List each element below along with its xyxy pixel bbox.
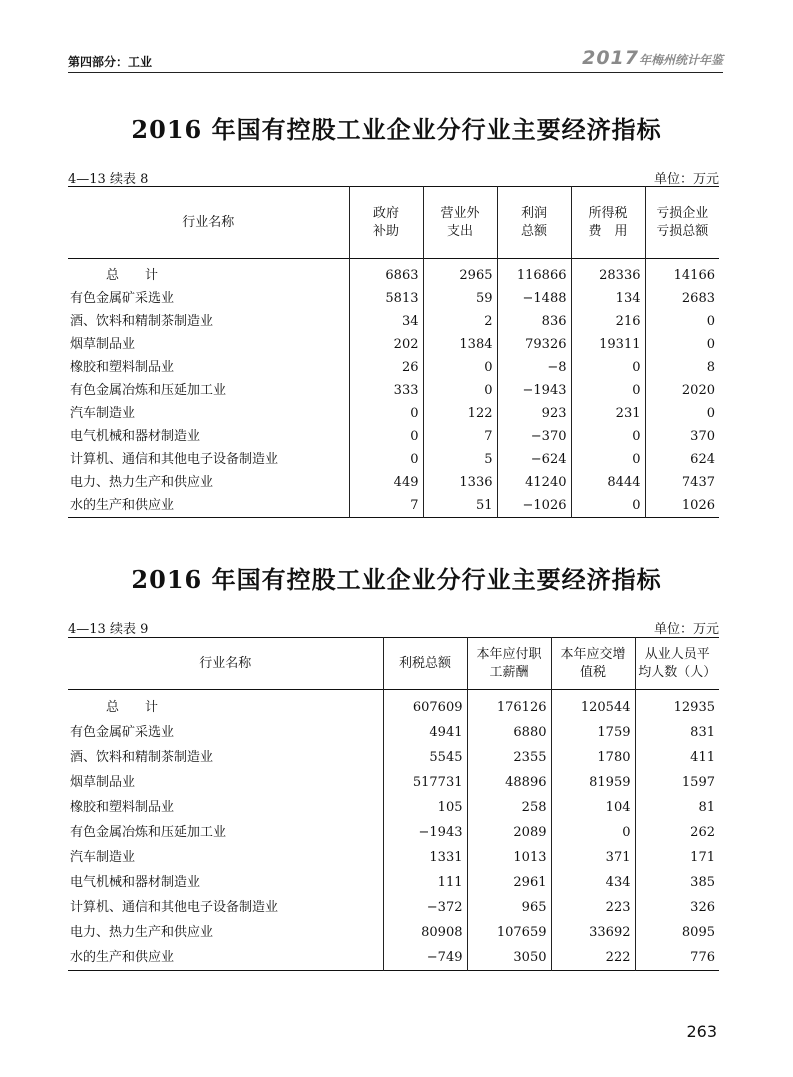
column-header xyxy=(571,187,645,259)
column-header xyxy=(551,638,635,690)
column-header xyxy=(349,187,423,259)
column-header-line: 营业外 xyxy=(440,205,480,221)
industry-name: 烟草制品业 xyxy=(70,775,136,790)
total-row xyxy=(68,690,719,721)
section-label: 第四部分：工业 xyxy=(68,55,153,69)
table2 xyxy=(68,637,719,971)
table1-title: 2016 年国有控股工业企业分行业主要经济指标 xyxy=(131,115,662,144)
industry-name: 水的生产和供应业 xyxy=(70,497,175,513)
industry-name: 有色金属矿采选业 xyxy=(70,725,175,740)
table-cell: −1026 xyxy=(497,495,571,518)
yearbook-year: 2017 xyxy=(582,47,639,69)
table-cell: 80908 xyxy=(383,921,467,946)
column-header-line: 行业名称 xyxy=(199,655,252,671)
table-row xyxy=(68,946,719,971)
table-cell: 6880 xyxy=(467,721,551,746)
table-cell: −370 xyxy=(497,426,571,449)
table-cell: 8095 xyxy=(635,921,719,946)
column-header-line: 所得税 xyxy=(588,205,628,221)
table-cell: 831 xyxy=(635,721,719,746)
industry-name: 电力、热力生产和供应业 xyxy=(70,925,214,940)
table-cell: 0 xyxy=(423,380,497,403)
column-header-line: 亏损企业 xyxy=(656,205,709,221)
table-cell: 134 xyxy=(571,288,645,311)
industry-name: 计算机、通信和其他电子设备制造业 xyxy=(70,900,279,915)
table-cell: 5 xyxy=(423,449,497,472)
table-cell: 0 xyxy=(349,403,423,426)
table-row xyxy=(68,746,719,771)
column-header-line: 工薪酬 xyxy=(489,664,529,680)
table-row xyxy=(68,896,719,921)
table-cell: −372 xyxy=(383,896,467,921)
table-cell: 41240 xyxy=(497,472,571,495)
industry-name: 有色金属冶炼和压延加工业 xyxy=(70,383,227,398)
table-cell: 0 xyxy=(571,495,645,518)
table-row xyxy=(68,921,719,946)
column-header-line: 利税总额 xyxy=(398,655,451,671)
table-cell: 624 xyxy=(645,449,719,472)
table-cell: 449 xyxy=(349,472,423,495)
column-header-line: 均人数（人） xyxy=(638,664,717,680)
table-cell: 202 xyxy=(349,334,423,357)
table-cell: 434 xyxy=(551,871,635,896)
table1-id: 4—13 续表 8 xyxy=(68,172,149,187)
table-cell: 836 xyxy=(497,311,571,334)
table-cell: 0 xyxy=(645,311,719,334)
industry-name: 橡胶和塑料制品业 xyxy=(70,360,175,375)
table-cell: 104 xyxy=(551,796,635,821)
column-header-line: 行业名称 xyxy=(182,214,235,230)
table-cell: 0 xyxy=(645,403,719,426)
table-cell: 14166 xyxy=(645,259,719,288)
industry-name: 电气机械和器材制造业 xyxy=(70,875,201,890)
table-row xyxy=(68,426,719,449)
column-header-line: 政府 xyxy=(372,205,399,221)
table-cell: 1384 xyxy=(423,334,497,357)
table-cell: 370 xyxy=(645,426,719,449)
table-cell: 81959 xyxy=(551,771,635,796)
industry-name: 计算机、通信和其他电子设备制造业 xyxy=(70,452,279,467)
column-header-line: 利润 xyxy=(520,205,547,221)
table-cell: 1597 xyxy=(635,771,719,796)
table-row xyxy=(68,449,719,472)
table-cell: 5813 xyxy=(349,288,423,311)
column-header xyxy=(68,187,349,259)
table-cell: 517731 xyxy=(383,771,467,796)
table-cell: 2355 xyxy=(467,746,551,771)
table-row xyxy=(68,771,719,796)
column-header-line: 本年应交增 xyxy=(560,646,626,662)
table-cell: 0 xyxy=(571,449,645,472)
table-row xyxy=(68,334,719,357)
table-cell: 223 xyxy=(551,896,635,921)
table-row xyxy=(68,357,719,380)
table-cell: 48896 xyxy=(467,771,551,796)
table-cell: 26 xyxy=(349,357,423,380)
table-row xyxy=(68,871,719,896)
table-cell: 0 xyxy=(645,334,719,357)
table-row xyxy=(68,403,719,426)
table-cell: 111 xyxy=(383,871,467,896)
industry-name: 汽车制造业 xyxy=(70,406,136,421)
table-cell: 19311 xyxy=(571,334,645,357)
table-cell: 0 xyxy=(349,426,423,449)
table-cell: −1488 xyxy=(497,288,571,311)
table-row xyxy=(68,380,719,403)
table-cell: 81 xyxy=(635,796,719,821)
table-cell: 1780 xyxy=(551,746,635,771)
table-cell: 7437 xyxy=(645,472,719,495)
table-cell: 7 xyxy=(423,426,497,449)
industry-name: 电气机械和器材制造业 xyxy=(70,429,201,444)
table-cell: −8 xyxy=(497,357,571,380)
table-cell: 1759 xyxy=(551,721,635,746)
table-cell: 2 xyxy=(423,311,497,334)
table-cell: 1331 xyxy=(383,846,467,871)
table-cell: 1336 xyxy=(423,472,497,495)
column-header xyxy=(423,187,497,259)
table-cell: 7 xyxy=(349,495,423,518)
table-cell: 2965 xyxy=(423,259,497,288)
table-row xyxy=(68,821,719,846)
table-cell: 216 xyxy=(571,311,645,334)
table-cell: 258 xyxy=(467,796,551,821)
table-row xyxy=(68,846,719,871)
table-cell: 333 xyxy=(349,380,423,403)
table-row xyxy=(68,288,719,311)
industry-name: 有色金属矿采选业 xyxy=(70,291,175,306)
column-header xyxy=(645,187,719,259)
column-header-line: 支出 xyxy=(446,223,473,239)
table-cell: 0 xyxy=(349,449,423,472)
table-row xyxy=(68,472,719,495)
table-cell: 923 xyxy=(497,403,571,426)
column-header xyxy=(68,638,383,690)
table1 xyxy=(68,186,719,518)
table-row xyxy=(68,311,719,334)
table-cell: 51 xyxy=(423,495,497,518)
table-cell: 2089 xyxy=(467,821,551,846)
table-cell: 2683 xyxy=(645,288,719,311)
table2-unit: 单位：万元 xyxy=(653,622,719,637)
table2-title: 2016 年国有控股工业企业分行业主要经济指标 xyxy=(131,565,662,594)
table-cell: 0 xyxy=(571,380,645,403)
table-cell: 34 xyxy=(349,311,423,334)
table-row xyxy=(68,796,719,821)
table-cell: 222 xyxy=(551,946,635,971)
column-header xyxy=(383,638,467,690)
column-header xyxy=(467,638,551,690)
table-cell: 776 xyxy=(635,946,719,971)
table-cell: 411 xyxy=(635,746,719,771)
table-cell: 4941 xyxy=(383,721,467,746)
running-header xyxy=(68,47,723,71)
table-cell: 28336 xyxy=(571,259,645,288)
table-cell: 371 xyxy=(551,846,635,871)
table-cell: 0 xyxy=(571,357,645,380)
column-header-line: 费 用 xyxy=(588,223,628,239)
table-cell: 33692 xyxy=(551,921,635,946)
table-cell: 607609 xyxy=(383,690,467,721)
table-cell: 0 xyxy=(423,357,497,380)
table-cell: 120544 xyxy=(551,690,635,721)
table-cell: −1943 xyxy=(497,380,571,403)
table-cell: 176126 xyxy=(467,690,551,721)
header-rule xyxy=(68,72,723,73)
table-cell: 262 xyxy=(635,821,719,846)
total-row xyxy=(68,259,719,288)
column-header-line: 值税 xyxy=(579,664,606,680)
table-cell: 8 xyxy=(645,357,719,380)
table-cell: 0 xyxy=(571,426,645,449)
industry-name: 汽车制造业 xyxy=(70,850,136,865)
table-cell: −624 xyxy=(497,449,571,472)
table-cell: 2961 xyxy=(467,871,551,896)
column-header-line: 本年应付职 xyxy=(476,646,542,662)
industry-name: 有色金属冶炼和压延加工业 xyxy=(70,825,227,840)
table-cell: 8444 xyxy=(571,472,645,495)
table-cell: 2020 xyxy=(645,380,719,403)
table-cell: 5545 xyxy=(383,746,467,771)
industry-name: 电力、热力生产和供应业 xyxy=(70,475,214,490)
industry-name: 酒、饮料和精制茶制造业 xyxy=(70,750,214,765)
table-cell: 12935 xyxy=(635,690,719,721)
table-row xyxy=(68,495,719,518)
column-header-line: 补助 xyxy=(372,223,399,239)
table-cell: 171 xyxy=(635,846,719,871)
column-header-line: 从业人员平 xyxy=(644,646,710,662)
table2-id: 4—13 续表 9 xyxy=(68,622,149,637)
industry-name: 橡胶和塑料制品业 xyxy=(70,800,175,815)
yearbook-title xyxy=(582,47,723,69)
table-cell: 1013 xyxy=(467,846,551,871)
page-number: 263 xyxy=(686,1022,717,1041)
industry-name: 烟草制品业 xyxy=(70,337,136,352)
table-cell: −749 xyxy=(383,946,467,971)
table-cell: 6863 xyxy=(349,259,423,288)
table-cell: 965 xyxy=(467,896,551,921)
table-cell: 105 xyxy=(383,796,467,821)
industry-name: 酒、饮料和精制茶制造业 xyxy=(70,314,214,329)
table-cell: 107659 xyxy=(467,921,551,946)
table-cell: 122 xyxy=(423,403,497,426)
yearbook-name: 年梅州统计年鉴 xyxy=(638,53,723,67)
table-cell: 59 xyxy=(423,288,497,311)
column-header xyxy=(497,187,571,259)
table-cell: 3050 xyxy=(467,946,551,971)
table-cell: 116866 xyxy=(497,259,571,288)
table-cell: 326 xyxy=(635,896,719,921)
total-label: 总 计 xyxy=(106,268,159,284)
total-label: 总 计 xyxy=(106,700,159,716)
table-row xyxy=(68,721,719,746)
table-cell: 231 xyxy=(571,403,645,426)
table-cell: 385 xyxy=(635,871,719,896)
column-header xyxy=(635,638,719,690)
column-header-line: 总额 xyxy=(520,223,547,239)
table-cell: 79326 xyxy=(497,334,571,357)
table-cell: −1943 xyxy=(383,821,467,846)
table2-header-row xyxy=(68,638,719,690)
table-cell: 1026 xyxy=(645,495,719,518)
column-header-line: 亏损总额 xyxy=(656,223,709,239)
table-cell: 0 xyxy=(551,821,635,846)
table1-header-row xyxy=(68,187,719,259)
table1-unit: 单位：万元 xyxy=(653,172,719,187)
industry-name: 水的生产和供应业 xyxy=(70,949,175,965)
